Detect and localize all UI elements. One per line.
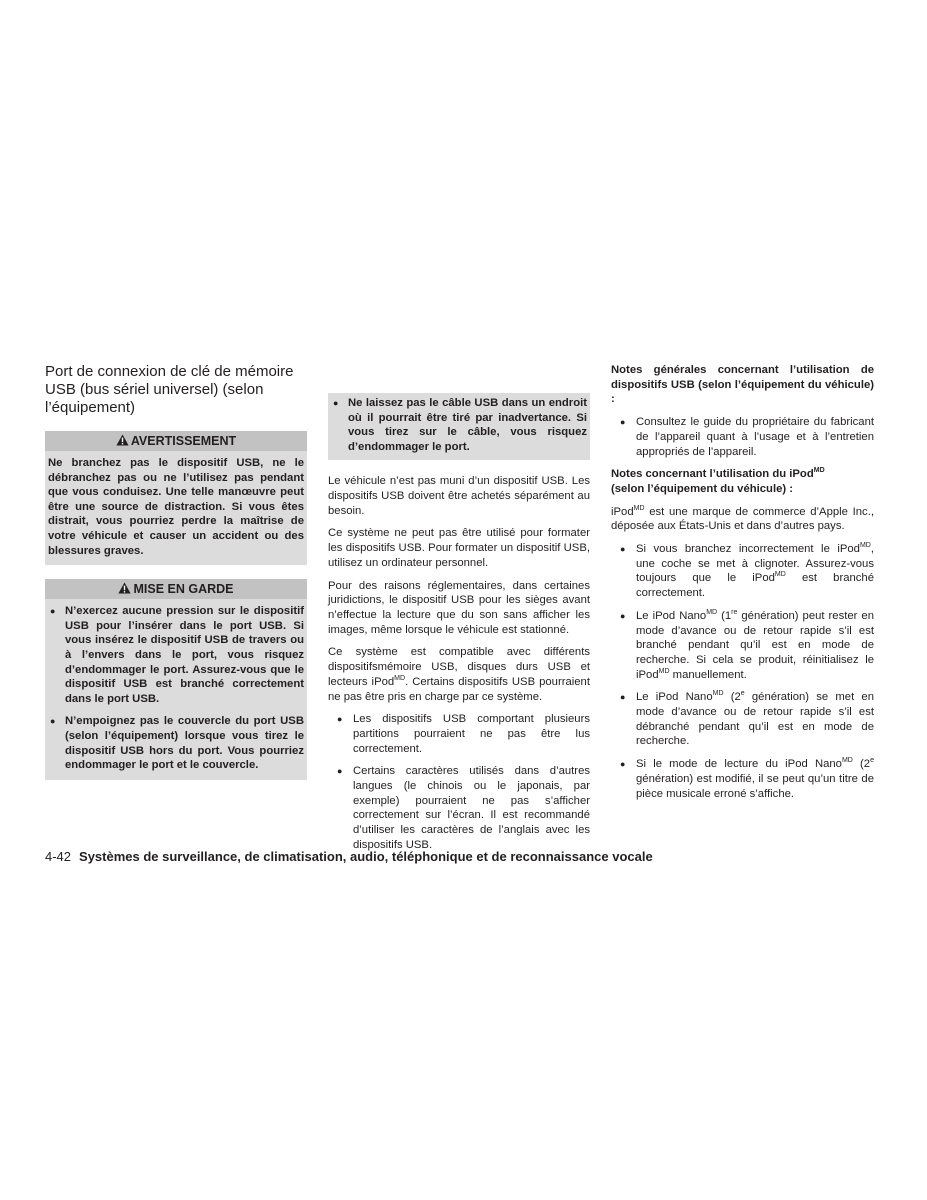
subheading-general-notes: Notes générales concernant l’utilisation de dispositifs USB (selon l’équipement du véhicule) :: [611, 364, 874, 406]
caution-box: [45, 579, 307, 780]
warning-triangle-icon: [118, 582, 131, 594]
warning-box: [45, 431, 307, 565]
list-item: ● Si le mode de lecture du iPod Nano$^{MD}$ (2e génération) est modifié, il se peut qu’un titre de pièce musicale erroné s’affiche.: [611, 757, 874, 801]
paragraph: Pour des raisons réglementaires, dans certaines juridictions, le dispositif USB pour les sièges avant n’effectue la lecture que du son sans afficher les images, même lorsque le véhicule est stationné.: [328, 579, 590, 636]
warning-header: [45, 431, 307, 451]
caution-item: ● N’empoignez pas le couvercle du port USB (selon l’équipement) lorsque vous tirez le dispositif USB hors du port. Vous pourriez endommager le port et le couvercle.: [48, 714, 304, 772]
list-item: ● Consultez le guide du propriétaire du fabricant de l’appareil quant à l’usage et à l’entretien appropriés de l’appareil.: [611, 415, 874, 459]
usb-notes-list: [328, 712, 590, 852]
list-item: ● Les dispositifs USB comportant plusieurs partitions pourraient ne pas être lus correctement.: [328, 712, 590, 756]
chapter-title: Systèmes de surveillance, de climatisation, audio, téléphonique et de reconnaissance vocale: [79, 849, 653, 864]
page-footer: [45, 848, 653, 866]
list-item: ● Certains caractères utilisés dans d’autres langues (le chinois ou le japonais, par exemple) pourraient ne pas s’afficher correctement sur l’écran. Il est recommandé d’utiliser les caractères de l’anglais avec les dispositifs USB.: [328, 764, 590, 852]
caution-list: [48, 604, 304, 773]
body-text: [611, 363, 874, 801]
caution-body: [45, 599, 307, 780]
caution-list-continued: [331, 396, 587, 454]
body-text: [328, 474, 590, 852]
list-item: ● Si vous branchez incorrectement le iPod$^{MD}$, une coche se met à clignoter. Assurez-vous toujours que le iPod$^{MD}$ est branché correctement.: [611, 542, 874, 601]
warning-title: AVERTISSEMENT: [130, 434, 237, 448]
caution-box-continued: [328, 393, 590, 460]
general-notes-list: [611, 415, 874, 459]
paragraph-compatibility: Ce système est compatible avec différents dispositifsmémoire USB, disques durs USB et lecteurs iPod$^{MD}$. Certains dispositifs USB pourraient ne pas être pris en charge par ce système.: [328, 646, 590, 703]
paragraph-ipod-trademark: iPod$^{MD}$ est une marque de commerce d’Apple Inc., déposée aux États-Unis et dans d’autres pays.: [611, 504, 874, 533]
caution-body-continued: [328, 393, 590, 460]
caution-header: [45, 579, 307, 599]
column-3: [611, 363, 874, 809]
paragraph: Le véhicule n’est pas muni d’un dispositif USB. Les dispositifs USB doivent être achetés séparément au besoin.: [328, 475, 590, 517]
page-number: 4-42: [45, 849, 72, 864]
list-item: ● Le iPod Nano$^{MD}$ (2e génération) se met en mode d’avance ou de retour rapide s’il est débranché pendant qu’il est en mode de recherche.: [611, 690, 874, 749]
caution-title: MISE EN GARDE: [133, 582, 234, 597]
column-1: [45, 363, 307, 794]
section-title: Port de connexion de clé de mémoire USB (bus sériel universel) (selon l’équipement): [45, 363, 294, 416]
subheading-ipod-notes: Notes concernant l’utilisation du iPod$^{MD}$ (selon l’équipement du véhicule) :: [611, 467, 825, 495]
ipod-notes-list: [611, 542, 874, 801]
caution-item: ● N’exercez aucune pression sur le dispositif USB pour l’insérer dans le port USB. Si vous insérez le dispositif USB de travers ou à l’envers dans le port, vous risquez d’endommager le port. Assurez-vous que le dispositif USB est branché correctement dans le port USB.: [48, 604, 304, 706]
paragraph: Ce système ne peut pas être utilisé pour formater les dispositifs USB. Pour formater un dispositif USB, utilisez un ordinateur personnel.: [328, 527, 590, 569]
warning-triangle-icon: [116, 434, 129, 446]
warning-text: Ne branchez pas le dispositif USB, ne le débranchez pas ou ne l’utilisez pas pendant que vous conduisez. Une telle manœuvre peut être une source de distraction. Si vous êtes distrait, vous pourriez perdre la maîtrise de votre véhicule et causer un accident ou des blessures graves.: [48, 457, 304, 557]
caution-item: ● Ne laissez pas le câble USB dans un endroit où il pourrait être tiré par inadvertance. Si vous tirez sur le câble, vous risquez d’endommager le port.: [331, 396, 587, 454]
column-2: [328, 363, 590, 861]
list-item: ● Le iPod Nano$^{MD}$ (1re génération) peut rester en mode d’avance ou de retour rapide s’il est branché pendant qu’il est en mode de recherche. Si cela se produit, réinitialisez le iPod$^{MD}$ manuellement.: [611, 609, 874, 683]
